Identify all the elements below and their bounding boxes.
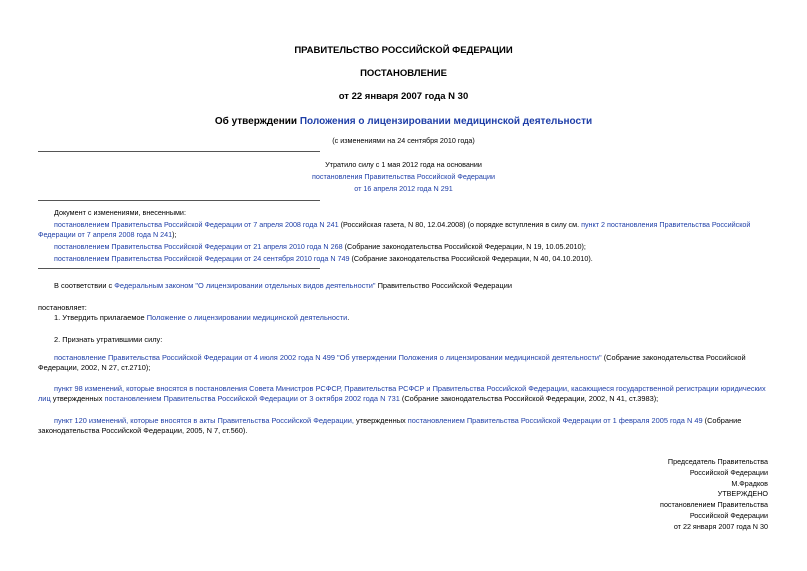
change-item-1 — [38, 220, 772, 240]
approved-by: постановлением Правительства — [660, 500, 768, 510]
regulation-link[interactable]: Положение о лицензировании медицинской деятельности — [146, 313, 348, 322]
repeal-item-3-source: законодательства Российской Федерации, 2005, N 7, ст.560). — [38, 426, 248, 435]
approved-label: УТВЕРЖДЕНО — [717, 489, 768, 499]
approved-date: от 22 января 2007 года N 30 — [673, 521, 768, 531]
change-item-3-link[interactable]: постановлением Правительства Российской Федерации от 24 сентября 2010 года N 749 — [54, 254, 350, 263]
repeal-item-2-source: (Собрание законодательства Российской Федерации, 2002, N 41, ст.3983); — [399, 394, 659, 403]
repeal-item-3 — [38, 416, 772, 436]
divider — [38, 268, 320, 269]
document-type: ПОСТАНОВЛЕНИЕ — [360, 68, 447, 79]
preamble-start: В соответствии с — [54, 281, 115, 290]
preamble-end: Правительство Российской Федерации — [375, 281, 512, 290]
repeal-item-3-link[interactable]: пункт 120 изменений, которые вносятся в акты Правительства Российской Федерации, — [54, 416, 354, 425]
repeal-item-3-text: утвержденных — [353, 416, 408, 425]
change-item-3-text: (Собрание законодательства Российской Федерации, N 40, 04.10.2010). — [349, 254, 593, 263]
paragraph-2: 2. Признать утратившими силу: — [54, 335, 163, 344]
government-heading: ПРАВИТЕЛЬСТВО РОССИЙСКОЙ ФЕДЕРАЦИИ — [294, 45, 513, 56]
repeal-item-2-text: утвержденных — [52, 394, 105, 403]
federal-law-link[interactable]: Федеральным законом "О лицензировании отдельных видов деятельности" — [114, 281, 376, 290]
divider — [38, 200, 320, 201]
signature-block — [660, 457, 768, 533]
repeal-item-2 — [38, 384, 774, 404]
decrees-label: постановляет: — [38, 303, 87, 312]
repealed-link-line2[interactable]: постановления Правительства Российской Федерации — [311, 172, 496, 181]
repealed-link-line3[interactable]: от 16 апреля 2012 года N 291 — [354, 184, 453, 193]
signature-org: Российской Федерации — [689, 467, 768, 477]
paragraph-1: 1. Утвердить прилагаемое Положение о лицензировании медицинской деятельности. — [54, 313, 350, 322]
preamble — [54, 281, 512, 291]
signature-name: М.Фрадков — [731, 478, 768, 488]
document-title — [0, 116, 807, 127]
change-item-1-end: ); — [172, 230, 177, 239]
change-item-1-text: (Российская газета, N 80, 12.04.2008) (о порядке вступления в силу см. — [338, 220, 582, 229]
repeal-item-1-source: 2002, N 27, ст.2710); — [80, 363, 151, 372]
change-item-3 — [54, 254, 593, 264]
amended-note: (с изменениями на 24 сентября 2010 года) — [332, 136, 475, 145]
repeal-item-1-text: (Собрание законодательства Российской Федерации, — [38, 353, 746, 372]
repeal-item-2-link[interactable]: пункт 98 изменений, которые вносятся в постановления Совета Министров РСФСР, Правительства РСФСР и Правительства Российской Федерации, касающиеся государственной регистрации юридических лиц — [38, 384, 766, 403]
approved-org: Российской Федерации — [689, 510, 768, 520]
document-date-number: от 22 января 2007 года N 30 — [338, 91, 469, 102]
change-item-1-point-link[interactable]: пункт 2 постановления Правительства Российской Федерации от 7 апреля 2008 года N 241 — [38, 220, 751, 239]
change-item-2-text: (Собрание законодательства Российской Федерации, N 19, 10.05.2010); — [342, 242, 586, 251]
change-item-2-link[interactable]: постановлением Правительства Российской Федерации от 21 апреля 2010 года N 268 — [54, 242, 343, 251]
repeal-item-3-text2: (Собрание — [702, 416, 742, 425]
repeal-item-2-decree-link[interactable]: постановлением Правительства Российской Федерации от 3 октября 2002 года N 731 — [104, 394, 400, 403]
changes-intro: Документ с изменениями, внесенными: — [54, 208, 186, 217]
signature-title: Председатель Правительства — [667, 457, 768, 466]
repeal-item-1-link[interactable]: постановление Правительства Российской Федерации от 4 июля 2002 года N 499 "Об утверждении Положения о лицензировании медицинской деятельности" — [54, 353, 602, 362]
change-item-2 — [54, 242, 586, 252]
repeal-item-1 — [38, 353, 772, 373]
title-regulation-link[interactable]: Положения о лицензировании медицинской деятельности — [299, 116, 593, 127]
divider — [38, 151, 320, 152]
title-prefix: Об утверждении — [214, 116, 300, 127]
paragraph-1-text: 1. Утвердить прилагаемое — [54, 313, 147, 322]
repealed-line1: Утратило силу с 1 мая 2012 года на основании — [325, 160, 482, 169]
change-item-1-link[interactable]: постановлением Правительства Российской Федерации от 7 апреля 2008 года N 241 — [54, 220, 339, 229]
repeal-item-3-decree-link[interactable]: постановлением Правительства Российской Федерации от 1 февраля 2005 года N 49 — [407, 416, 703, 425]
